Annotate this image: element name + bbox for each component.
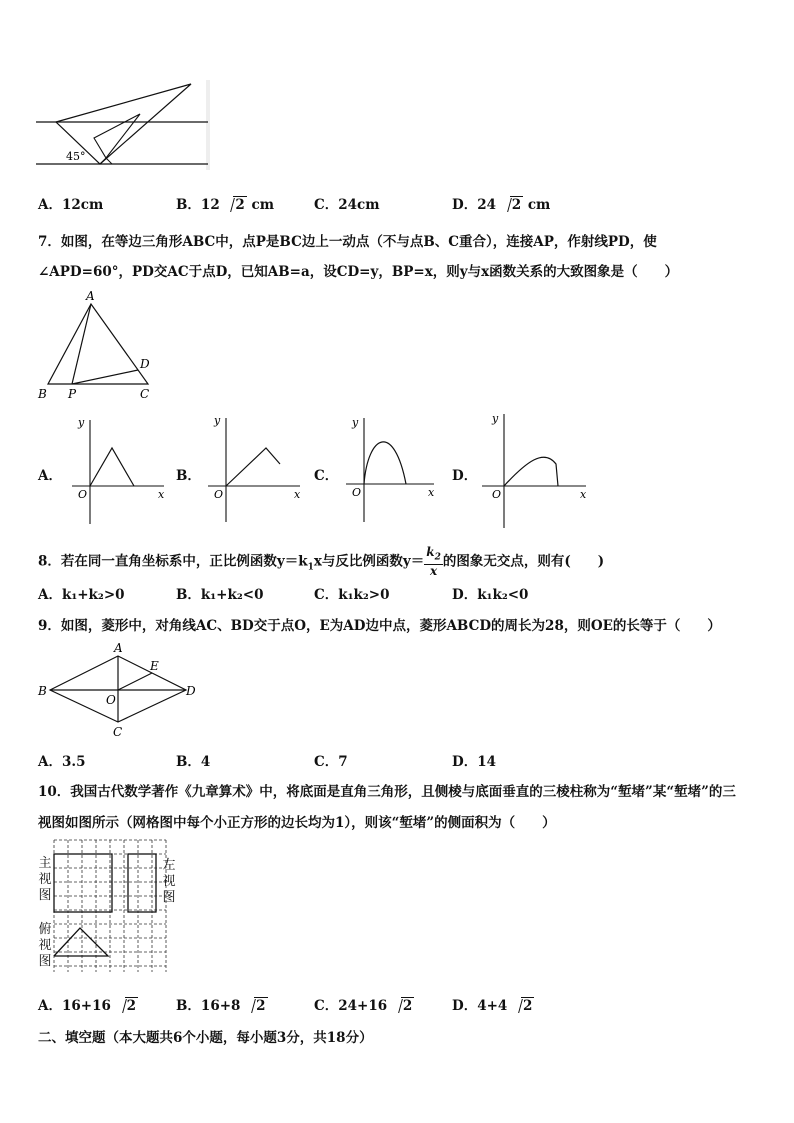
svg-text:x: x bbox=[428, 486, 435, 499]
q8-option-b[interactable]: B．k₁+k₂<0 bbox=[176, 587, 264, 603]
q7-graph-a[interactable] bbox=[64, 412, 172, 528]
q7-option-a[interactable]: A． bbox=[38, 468, 62, 484]
svg-text:O: O bbox=[492, 488, 502, 501]
q8-stem: 8．若在同一直角坐标系中，正比例函数$y=k_1x$与反比例函数y＝ $\frac{k_2}{x}$ 的图象无交点，则有( ) bbox=[38, 545, 605, 579]
svg-text:O: O bbox=[78, 488, 88, 501]
q6-option-c[interactable]: C．24cm bbox=[314, 197, 380, 213]
q9-option-c[interactable]: C．7 bbox=[314, 754, 348, 770]
svg-text:A: A bbox=[86, 289, 95, 303]
q9-option-a[interactable]: A．3.5 bbox=[38, 754, 86, 770]
q8-fraction: $\frac{k_2}{x}$ bbox=[426, 545, 441, 579]
q9-option-d[interactable]: D．14 bbox=[452, 754, 496, 770]
svg-text:y: y bbox=[352, 416, 359, 429]
q7-graph-d[interactable] bbox=[474, 408, 592, 530]
q6-option-a[interactable]: A．12cm bbox=[38, 197, 104, 213]
q8-option-c[interactable]: C．k₁k₂>0 bbox=[314, 587, 390, 603]
svg-text:A: A bbox=[114, 641, 123, 655]
q7-stem-line2: ∠APD=60°，PD交AC于点D，已知AB=a，设CD=y，BP=x，则y与x函数关系的大致图象是（ ） bbox=[38, 264, 679, 280]
svg-text:B: B bbox=[38, 387, 47, 401]
svg-text:y: y bbox=[214, 414, 221, 427]
q10-option-d[interactable]: D．4+4 2 bbox=[452, 998, 533, 1014]
svg-text:x: x bbox=[294, 488, 301, 501]
svg-text:E: E bbox=[150, 659, 159, 673]
q8-option-d[interactable]: D．k₁k₂<0 bbox=[452, 587, 529, 603]
q10-stem-line1: 10．我国古代数学著作《九章算术》中，将底面是直角三角形，且侧棱与底面垂直的三棱柱称为“堑堵”某“堑堵”的三 bbox=[38, 784, 736, 800]
svg-text:C: C bbox=[113, 725, 123, 739]
svg-text:O: O bbox=[214, 488, 224, 501]
q9-stem: 9．如图，菱形中，对角线AC、BD交于点O，E为AD边中点，菱形ABCD的周长为28，则OE的长等于（ ） bbox=[38, 618, 721, 634]
svg-text:D: D bbox=[186, 684, 196, 698]
q7-option-d[interactable]: D． bbox=[452, 468, 478, 484]
q7-option-b[interactable]: B． bbox=[176, 468, 201, 484]
svg-text:x: x bbox=[158, 488, 165, 501]
q10-option-b[interactable]: B．16+8 2 bbox=[176, 998, 266, 1014]
q6-figure bbox=[36, 80, 211, 170]
q7-graph-b[interactable] bbox=[200, 410, 308, 526]
q10-option-a[interactable]: A．16+16 2 bbox=[38, 998, 136, 1014]
q10-top-view-label: 俯 视 图 bbox=[38, 922, 52, 969]
q6-option-d[interactable]: D．24 2 cm bbox=[452, 197, 551, 213]
q7-option-c[interactable]: C． bbox=[314, 468, 339, 484]
svg-text:x: x bbox=[580, 488, 587, 501]
svg-text:B: B bbox=[38, 684, 47, 698]
q10-left-view-label: 左 视 图 bbox=[162, 858, 176, 905]
q9-option-b[interactable]: B．4 bbox=[176, 754, 211, 770]
svg-text:P: P bbox=[68, 387, 77, 401]
svg-text:y: y bbox=[492, 412, 499, 425]
q7-stem-line1: 7．如图，在等边三角形ABC中，点P是BC边上一动点（不与点B、C重合），连接AP，作射线PD，使 bbox=[38, 234, 657, 250]
q7-triangle-figure bbox=[36, 288, 166, 403]
q7-graph-c[interactable] bbox=[338, 412, 438, 524]
q6-angle-label: 45° bbox=[66, 150, 86, 163]
q10-option-c[interactable]: C．24+16 2 bbox=[314, 998, 413, 1014]
q8-option-a[interactable]: A．k₁+k₂>0 bbox=[38, 587, 125, 603]
svg-text:D: D bbox=[140, 357, 150, 371]
svg-text:C: C bbox=[140, 387, 150, 401]
q6-option-b[interactable]: B．12 2 cm bbox=[176, 197, 275, 213]
q10-stem-line2: 视图如图所示（网格图中每个小正方形的边长均为1），则该“堑堵”的侧面积为（ ） bbox=[38, 815, 556, 831]
svg-text:y: y bbox=[78, 416, 85, 429]
q10-main-view-label: 主 视 图 bbox=[38, 856, 52, 903]
q10-three-view-figure bbox=[36, 836, 186, 976]
svg-text:O: O bbox=[106, 693, 116, 707]
svg-text:O: O bbox=[352, 486, 362, 499]
q9-rhombus-figure bbox=[36, 640, 201, 740]
section2-heading: 二、填空题（本大题共6个小题，每小题3分，共18分） bbox=[38, 1030, 373, 1046]
